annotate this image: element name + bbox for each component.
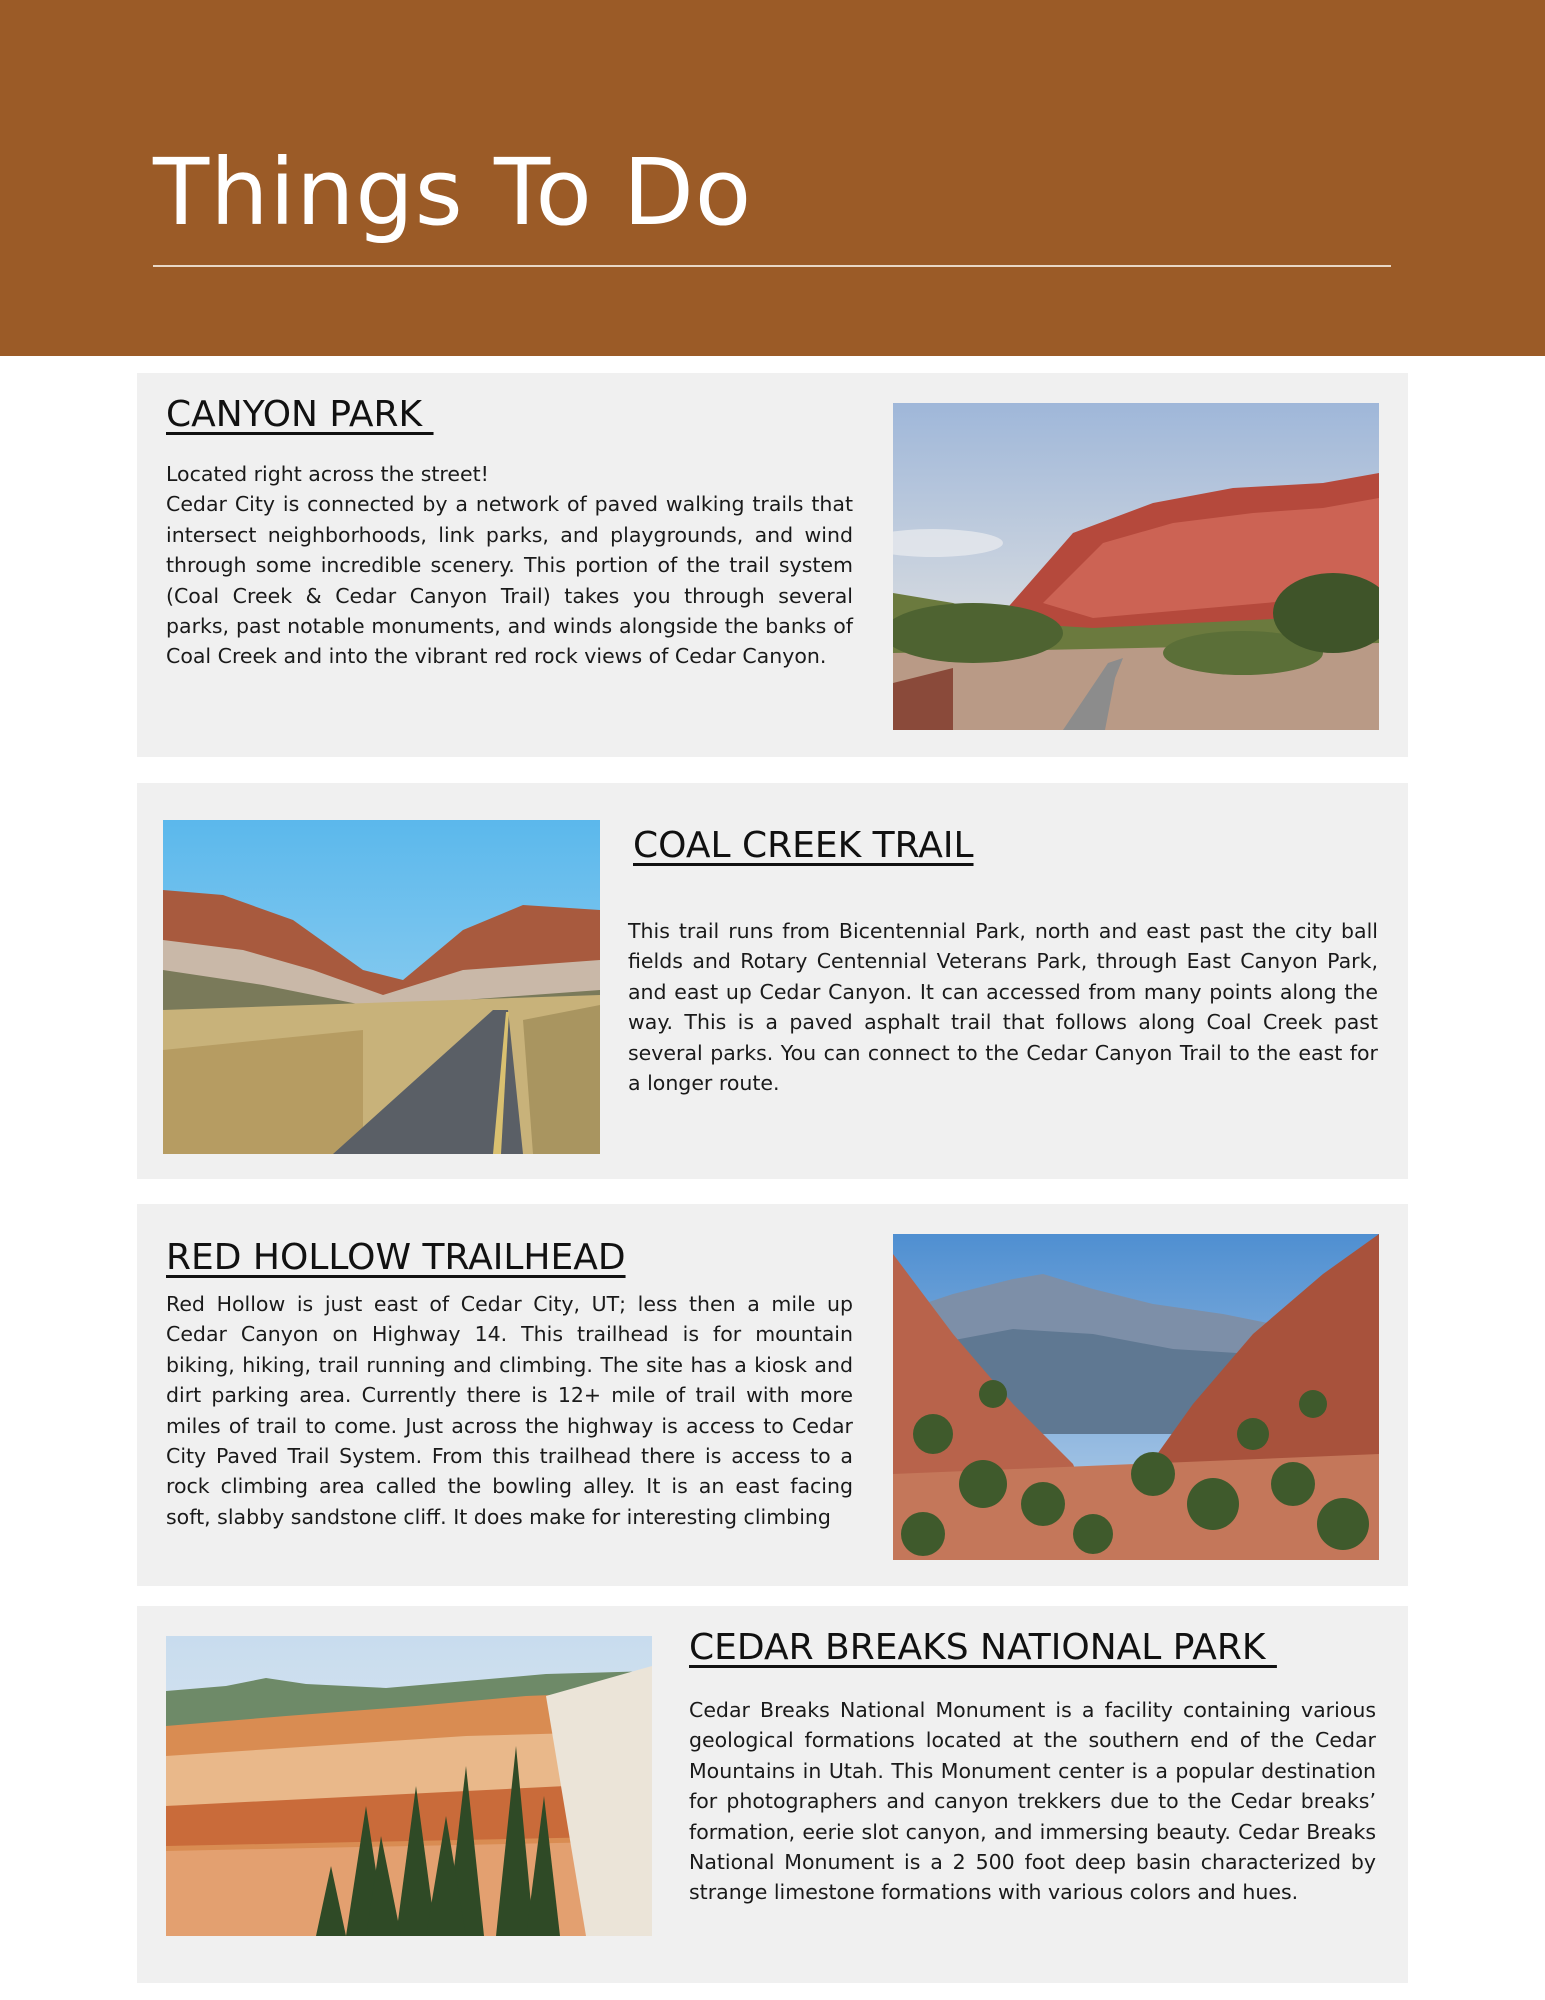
canyon-trail-photo — [893, 403, 1379, 730]
amphitheater-photo — [166, 1636, 652, 1936]
section-body: Cedar Breaks National Monument is a facility containing various geological formations located at the southern end of the Cedar Mountains in Utah. This Monument center is a popular destination for photographers and canyon trekkers due to the Cedar breaks’ formation, eerie slot canyon, and immersing beauty. Cedar Breaks National Monument is a 2 500 foot deep basin characterized by strange limestone formations with various colors and hues. — [689, 1698, 1376, 1905]
section-body: This trail runs from Bicentennial Park, north and east past the city ball fields and Rotary Centennial Veterans Park, through East Canyon Park, and east up Cedar Canyon. It can accessed from many points along the way. This is a paved asphalt trail that follows along Coal Creek past several parks. You can connect to the Cedar Canyon Trail to the east for a longer route. — [628, 919, 1378, 1096]
title-divider — [153, 265, 1391, 267]
section-heading: COAL CREEK TRAIL — [633, 825, 974, 866]
section-red-hollow-trailhead — [137, 1204, 1408, 1586]
page-header — [0, 0, 1545, 356]
section-cedar-breaks — [137, 1606, 1408, 1983]
section-heading: CANYON PARK — [166, 394, 434, 435]
page-title: Things To Do — [153, 139, 753, 246]
section-coal-creek-trail — [137, 783, 1408, 1179]
section-canyon-park — [137, 373, 1408, 757]
section-heading: RED HOLLOW TRAILHEAD — [166, 1237, 626, 1278]
mountain-valley-photo — [893, 1234, 1379, 1560]
section-heading: CEDAR BREAKS NATIONAL PARK — [689, 1627, 1277, 1668]
section-body: Red Hollow is just east of Cedar City, UT; less then a mile up Cedar Canyon on Highway 14. This trailhead is for mountain biking, hiking, trail running and climbing. The site has a kiosk and dirt parking area. Currently there is 12+ mile of trail with more miles of trail to come. Just across the highway is access to Cedar City Paved Trail System. From this trailhead there is access to a rock climbing area called the bowling alley. It is an east facing soft, slabby sandstone cliff. It does make for interesting climbing — [166, 1292, 853, 1529]
paved-trail-photo — [163, 820, 600, 1154]
section-body: Located right across the street! Cedar City is connected by a network of paved walking trails that intersect neighborhoods, link parks, and playgrounds, and wind through some incredible scenery. This portion of the trail system (Coal Creek & Cedar Canyon Trail) takes you through several parks, past notable monuments, and winds alongside the banks of Coal Creek and into the vibrant red rock views of Cedar Canyon. — [166, 462, 853, 669]
